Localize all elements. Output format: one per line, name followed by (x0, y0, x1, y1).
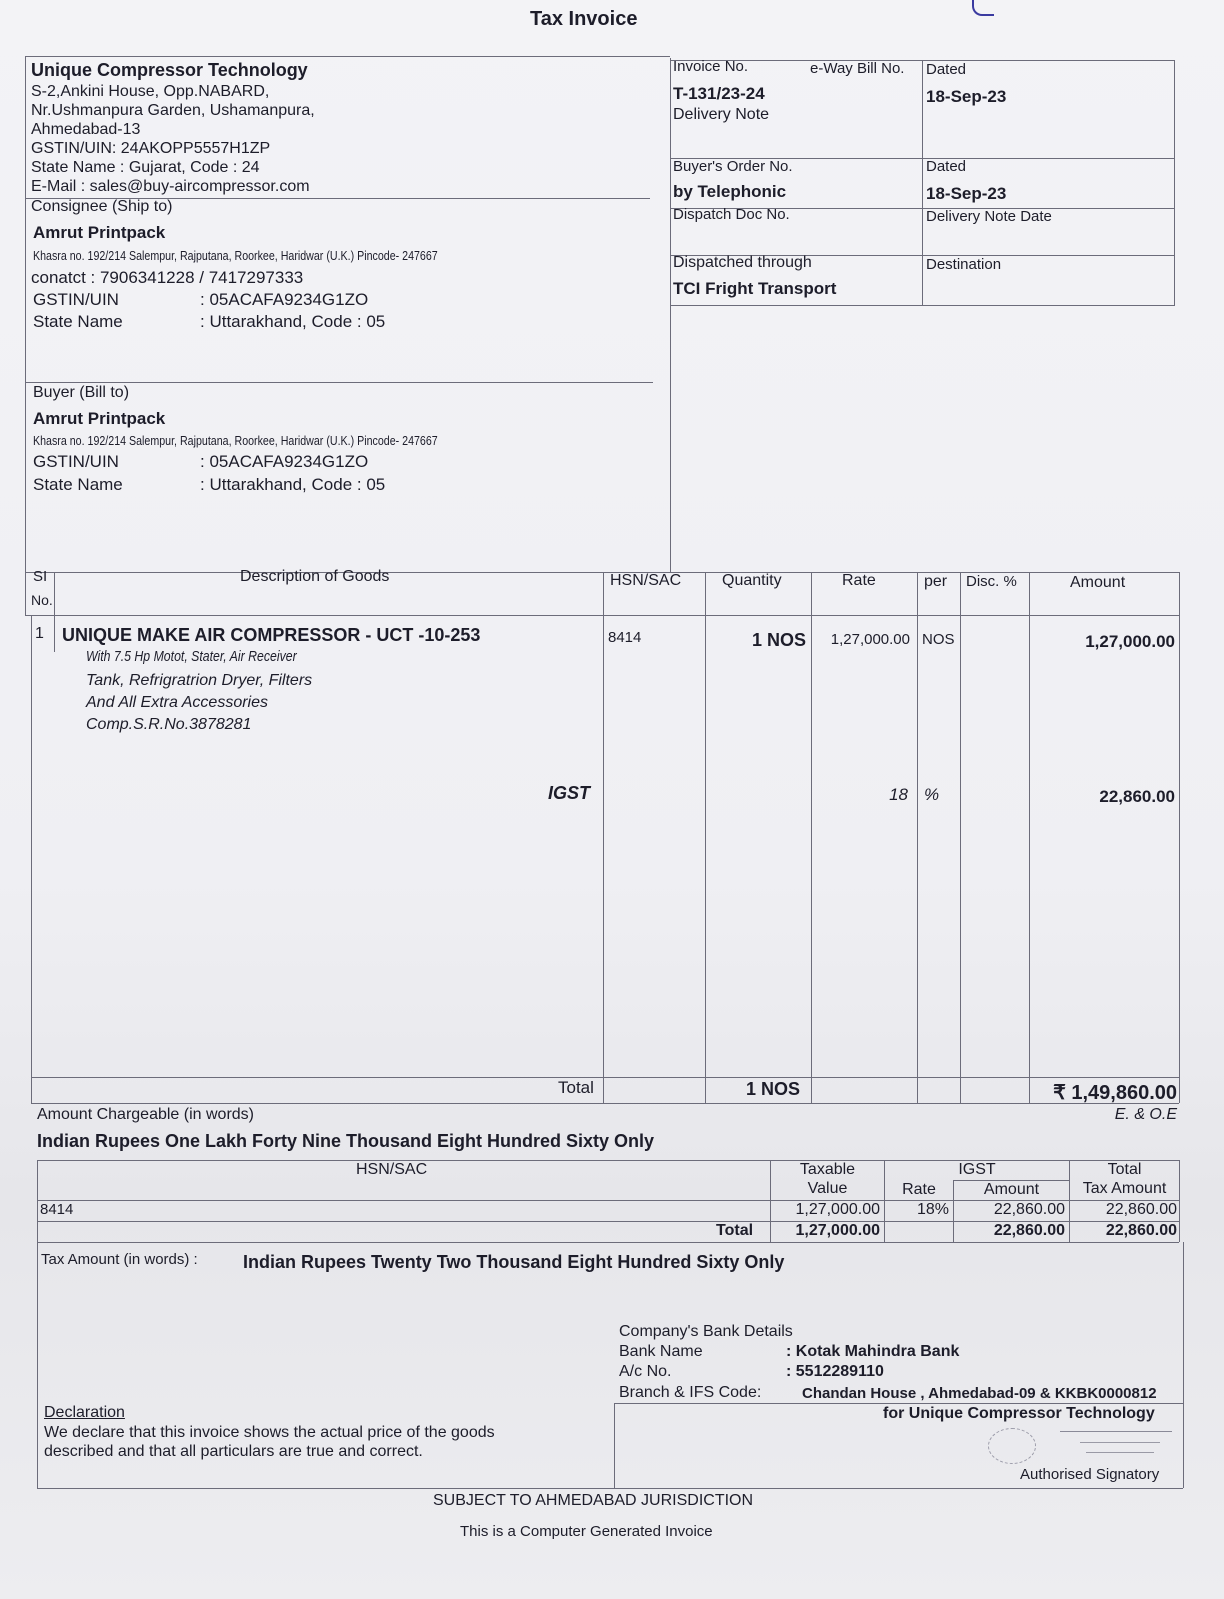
total-amount: ₹ 1,49,860.00 (1053, 1082, 1177, 1104)
col-per-header: per (924, 573, 948, 590)
seller-gstin: GSTIN/UIN: 24AKOPP5557H1ZP (31, 140, 271, 157)
col-rate-header: Rate (842, 572, 876, 589)
tax-value-header: Value (807, 1180, 848, 1197)
total-quantity: 1 NOS (746, 1079, 801, 1099)
consignee-heading: Consignee (Ship to) (31, 198, 173, 215)
computer-generated-note: This is a Computer Generated Invoice (460, 1523, 713, 1540)
items-header-line (25, 615, 1179, 616)
buyers-order-label: Buyer's Order No. (673, 158, 793, 175)
jurisdiction-note: SUBJECT TO AHMEDABAD JURISDICTION (433, 1492, 754, 1509)
tax-col-right (1179, 1160, 1180, 1242)
tax-igst-header: IGST (958, 1161, 996, 1178)
digital-signature-seal (988, 1428, 1036, 1464)
item-details (86, 670, 312, 736)
seller-state: State Name : Gujarat, Code : 24 (31, 159, 260, 176)
buyers-order: by Telephonic (673, 182, 787, 201)
bottom-right-line (1183, 1242, 1184, 1488)
frame-mid-vertical (670, 58, 671, 572)
dispatched-through: TCI Fright Transport (673, 279, 837, 298)
amount-words: Indian Rupees One Lakh Forty Nine Thousand Eight Hundred Sixty Only (37, 1131, 655, 1151)
tax-total-amount: 22,860.00 (993, 1222, 1065, 1239)
delivery-note-label: Delivery Note (673, 106, 770, 123)
col-amount (1179, 572, 1180, 1103)
frame-left-top (25, 56, 26, 572)
col-desc-header: Description of Goods (240, 568, 390, 585)
invoice-no-label: Invoice No. (673, 58, 749, 75)
item-amount: 1,27,000.00 (1085, 632, 1175, 651)
tax-total-amount-header: Tax Amount (1082, 1180, 1167, 1197)
delivery-note-date-label: Delivery Note Date (926, 208, 1052, 225)
item-sl: 1 (35, 625, 44, 642)
col-amount-header: Amount (1070, 574, 1126, 591)
tax-row-amount: 22,860.00 (993, 1201, 1065, 1218)
consignee-gstin: : 05ACAFA9234G1ZO (200, 290, 369, 309)
tax-total-taxable: 1,27,000.00 (795, 1222, 880, 1239)
buyer-gstin: : 05ACAFA9234G1ZO (200, 452, 369, 471)
consignee-gstin-label: GSTIN/UIN (33, 290, 119, 309)
tax-row-total: 22,860.00 (1105, 1201, 1177, 1218)
tax-taxable-header: Taxable (799, 1161, 856, 1178)
col-hsn (705, 572, 706, 1103)
signature-top-line (614, 1403, 1183, 1404)
eoe: E. & O.E (1114, 1106, 1177, 1123)
tax-row-rate: 18% (916, 1201, 949, 1218)
consignee-divider (25, 382, 653, 383)
bank-branch: Chandan House , Ahmedabad-09 & KKBK0000812 (802, 1385, 1157, 1402)
item-quantity: 1 NOS (751, 630, 806, 650)
tax-row-hsn: 8414 (40, 1201, 74, 1218)
tax-amount-header: Amount (983, 1181, 1040, 1198)
bottom-left-line (37, 1242, 38, 1488)
seller-address-line: Ahmedabad-13 (31, 121, 141, 138)
igst-rate: 18 (889, 785, 908, 804)
buyer-state-label: State Name (33, 475, 123, 494)
col-rate (917, 572, 918, 1103)
seller-address-line: S-2,Ankini House, Opp.NABARD, (31, 83, 270, 100)
authorised-signatory: Authorised Signatory (1020, 1466, 1160, 1483)
tax-row-taxable: 1,27,000.00 (795, 1201, 880, 1218)
item-detail-line: And All Extra Accessories (86, 694, 268, 711)
consignee-state: : Uttarakhand, Code : 05 (200, 312, 386, 331)
igst-label: IGST (548, 783, 591, 803)
seller-address-line: Nr.Ushmanpura Garden, Ushamanpura, (31, 102, 315, 119)
pen-mark (972, 0, 994, 16)
meta-split (922, 60, 923, 306)
meta-row-4 (670, 305, 1174, 306)
items-total-line (31, 1077, 1179, 1078)
items-left (31, 615, 32, 1103)
bank-name: : Kotak Mahindra Bank (786, 1343, 960, 1360)
tax-hsn-header: HSN/SAC (356, 1161, 428, 1178)
invoice-no: T-131/23-24 (673, 84, 765, 103)
bank-heading: Company's Bank Details (619, 1323, 793, 1340)
invoice-date: 18-Sep-23 (926, 87, 1007, 106)
digital-signature-text-line (1060, 1431, 1172, 1435)
tax-col-left (37, 1160, 38, 1242)
frame-top-left (25, 56, 670, 57)
seller-email: E-Mail : sales@buy-aircompressor.com (31, 178, 310, 195)
consignee-state-label: State Name (33, 312, 123, 331)
col-qty (811, 572, 812, 1103)
dispatched-through-label: Dispatched through (673, 254, 812, 271)
tax-total-label: Total (716, 1222, 754, 1239)
dispatch-doc-label: Dispatch Doc No. (673, 206, 790, 223)
seller-address (31, 82, 315, 196)
buyer-gstin-label: GSTIN/UIN (33, 452, 119, 471)
tax-total-tax: 22,860.00 (1105, 1222, 1177, 1239)
eway-bill-label: e-Way Bill No. (810, 60, 905, 77)
tax-rate-header: Rate (902, 1181, 936, 1198)
signature-left-line (614, 1403, 615, 1488)
tax-words-label: Tax Amount (in words) : (41, 1251, 198, 1268)
igst-amount: 22,860.00 (1099, 787, 1175, 806)
digital-signature-text-line (1080, 1442, 1160, 1445)
bank-ac-label: A/c No. (619, 1363, 672, 1380)
amount-words-label: Amount Chargeable (in words) (37, 1106, 254, 1123)
item-per: NOS (922, 631, 955, 648)
tax-bottom-line (37, 1242, 1179, 1243)
tax-words: Indian Rupees Twenty Two Thousand Eight Hundred Sixty Only (243, 1252, 785, 1272)
consignee-name: Amrut Printpack (33, 223, 166, 242)
declaration-heading: Declaration (44, 1404, 125, 1421)
bank-name-label: Bank Name (619, 1343, 703, 1360)
items-left-top (25, 572, 26, 615)
destination-label: Destination (926, 256, 1002, 273)
col-sl-header-2: No. (31, 592, 53, 608)
declaration-line: We declare that this invoice shows the actual price of the goods (44, 1424, 495, 1441)
order-date: 18-Sep-23 (926, 184, 1007, 203)
col-hsn-header: HSN/SAC (610, 572, 682, 589)
for-company: for Unique Compressor Technology (883, 1405, 1155, 1422)
declaration-line: described and that all particulars are true and correct. (44, 1443, 423, 1460)
consignee-contact: conatct : 7906341228 / 7417297333 (31, 268, 304, 287)
item-name: UNIQUE MAKE AIR COMPRESSOR - UCT -10-253 (62, 625, 481, 645)
seller-name: Unique Compressor Technology (31, 60, 308, 80)
col-sl-header: SI (33, 568, 48, 585)
buyer-address: Khasra no. 192/214 Salempur, Rajputana, Roorkee, Haridwar (U.K.) Pincode- 247667 (33, 433, 438, 448)
document-title: Tax Invoice (530, 8, 638, 30)
buyer-name: Amrut Printpack (33, 409, 166, 428)
item-rate: 1,27,000.00 (830, 631, 910, 648)
col-sl (54, 572, 55, 652)
item-detail-line: Comp.S.R.No.3878281 (86, 716, 252, 733)
col-desc (603, 572, 604, 1103)
item-hsn: 8414 (608, 629, 642, 646)
total-label: Total (558, 1078, 594, 1097)
bank-branch-label: Branch & IFS Code: (619, 1384, 762, 1401)
item-detail-line: Tank, Refrigratrion Dryer, Filters (86, 672, 313, 689)
items-bottom-line (31, 1103, 1179, 1104)
bank-ac: : 5512289110 (786, 1363, 884, 1380)
bottom-line (37, 1488, 1183, 1489)
buyer-state: : Uttarakhand, Code : 05 (200, 475, 386, 494)
frame-right-top (1174, 60, 1175, 306)
digital-signature-text-line (1086, 1452, 1154, 1455)
col-per (960, 572, 961, 1103)
col-disc-header: Disc. % (966, 573, 1017, 590)
buyer-heading: Buyer (Bill to) (33, 384, 130, 401)
item-detail-line: With 7.5 Hp Motot, Stater, Air Receiver (86, 648, 297, 665)
item-detail (86, 648, 343, 667)
order-dated-label: Dated (926, 158, 967, 175)
igst-percent: % (924, 785, 940, 804)
tax-total-header: Total (1107, 1161, 1142, 1178)
col-qty-header: Quantity (722, 572, 782, 589)
dated-label: Dated (926, 61, 967, 78)
consignee-address: Khasra no. 192/214 Salempur, Rajputana, Roorkee, Haridwar (U.K.) Pincode- 247667 (33, 248, 438, 263)
